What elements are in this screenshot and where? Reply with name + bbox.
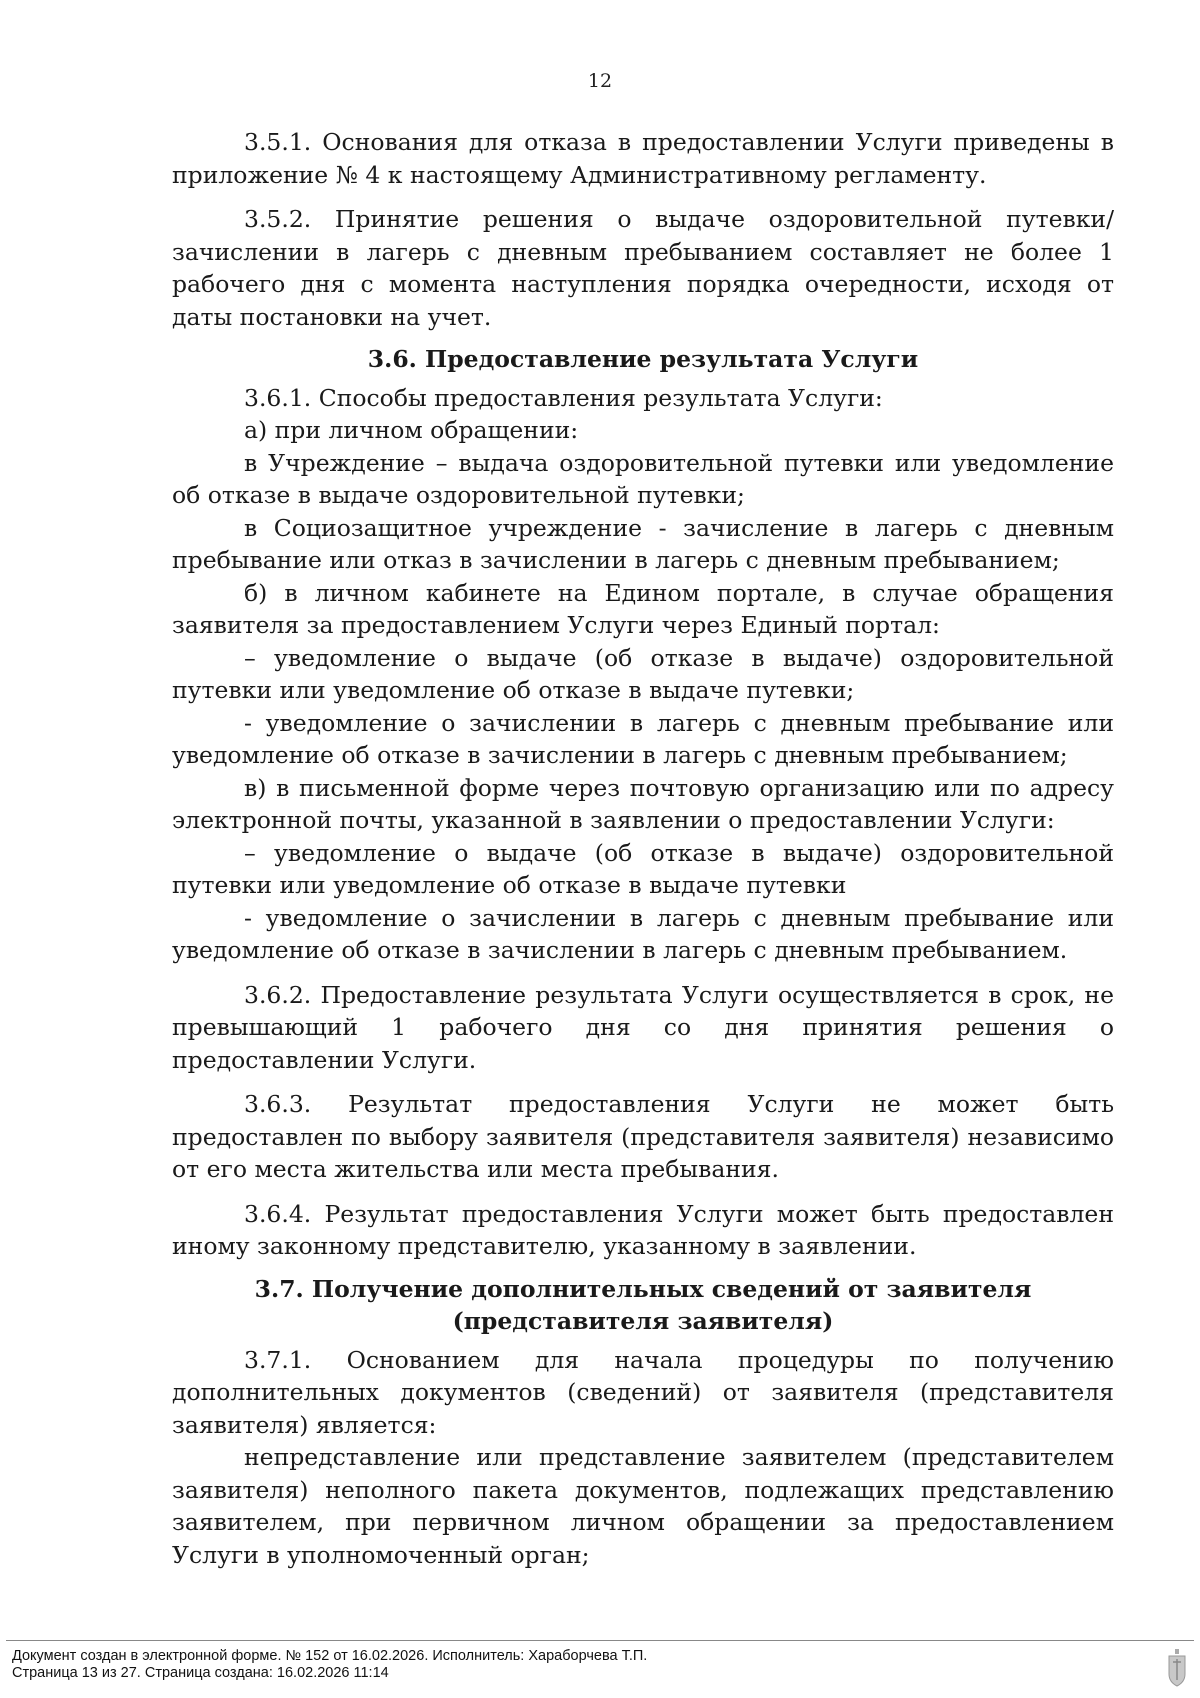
footer-divider bbox=[6, 1640, 1194, 1641]
coat-of-arms-icon bbox=[1166, 1648, 1188, 1688]
document-footer bbox=[12, 1648, 647, 1682]
paragraph: непредставление или представление заявителем (представителем заявителя) неполного пакета документов, подлежащих представлению заявителем, при первичном личном обращении за предоставлением Услуги в уполномоченный орган; bbox=[172, 1443, 1114, 1569]
paragraph: 3.6.3. Результат предоставления Услуги не может быть предоставлен по выбору заявителя (представителя заявителя) независимо от его места жительства или места пребывания. bbox=[172, 1090, 1114, 1183]
section-heading: 3.7. Получение дополнительных сведений от заявителя (представителя заявителя) bbox=[254, 1274, 1032, 1335]
paragraph: – уведомление о выдаче (об отказе в выдаче) оздоровительной путевки или уведомление об отказе в выдаче путевки; bbox=[172, 643, 1114, 704]
paragraph: а) при личном обращении: bbox=[244, 416, 579, 444]
paragraph: б) в личном кабинете на Едином портале, в случае обращения заявителя за предоставлением Услуги через Единый портал: bbox=[172, 578, 1114, 639]
paragraph: 3.6.1. Способы предоставления результата Услуги: bbox=[244, 383, 883, 412]
paragraph: - уведомление о зачислении в лагерь с дневным пребывание или уведомление об отказе в зачислении в лагерь с дневным пребыванием; bbox=[172, 708, 1114, 769]
paragraph: 3.5.1. Основания для отказа в предоставлении Услуги приведены в приложение № 4 к настоящему Административному регламенту. bbox=[172, 128, 1114, 189]
page-number: 12 bbox=[587, 70, 613, 92]
paragraph: в Социозащитное учреждение - зачисление в лагерь с дневным пребывание или отказ в зачислении в лагерь с дневным пребыванием; bbox=[172, 513, 1114, 574]
paragraph: в) в письменной форме через почтовую организацию или по адресу электронной почты, указанной в заявлении о предоставлении Услуги: bbox=[172, 773, 1114, 834]
section-heading: 3.6. Предоставление результата Услуги bbox=[367, 345, 919, 373]
footer-line-page: Страница 13 из 27. Страница создана: 16.02.2026 11:14 bbox=[12, 1665, 389, 1681]
paragraph: 3.7.1. Основанием для начала процедуры по получению дополнительных документов (сведений) от заявителя (представителя заявителя) является: bbox=[172, 1345, 1114, 1439]
paragraph: – уведомление о выдаче (об отказе в выдаче) оздоровительной путевки или уведомление об отказе в выдаче путевки bbox=[172, 838, 1114, 899]
paragraph: 3.6.4. Результат предоставления Услуги может быть предоставлен иному законному представителю, указанному в заявлении. bbox=[172, 1199, 1114, 1260]
paragraph: 3.6.2. Предоставление результата Услуги осуществляется в срок, не превышающий 1 рабочего дня со дня принятия решения о предоставлении Услуги. bbox=[172, 980, 1114, 1074]
paragraph: 3.5.2. Принятие решения о выдаче оздоровительной путевки/зачислении в лагерь с дневным пребыванием составляет не более 1 рабочего дня с момента наступления порядка очередности, исходя от даты постановки на учет. bbox=[172, 205, 1114, 331]
footer-line-creation: Документ создан в электронной форме. № 152 от 16.02.2026. Исполнитель: Хараборчева Т.П. bbox=[12, 1648, 648, 1664]
paragraph: в Учреждение – выдача оздоровительной путевки или уведомление об отказе в выдаче оздоровительной путевки; bbox=[172, 448, 1114, 509]
document-body bbox=[172, 126, 1114, 1571]
paragraph: - уведомление о зачислении в лагерь с дневным пребывание или уведомление об отказе в зачислении в лагерь с дневным пребыванием. bbox=[172, 903, 1114, 964]
